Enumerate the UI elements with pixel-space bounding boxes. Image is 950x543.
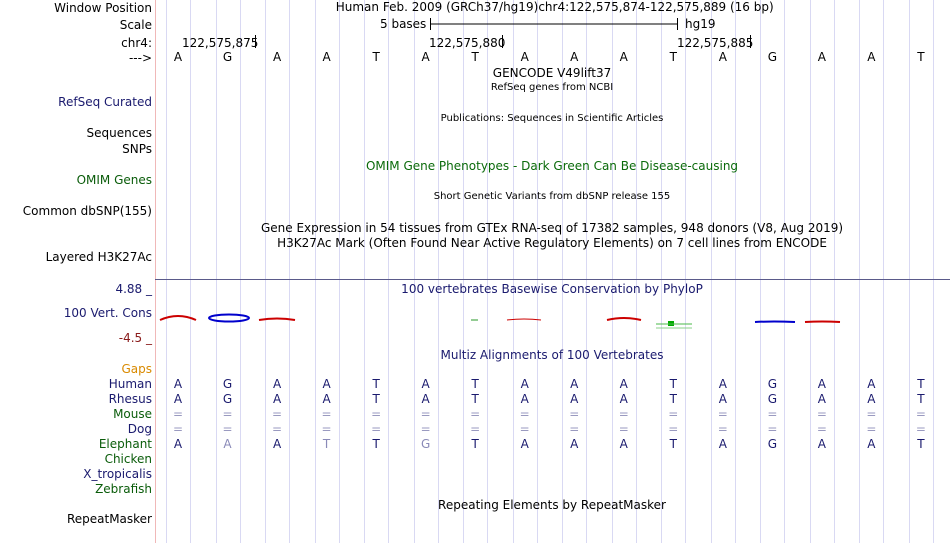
tick-label: 122,575,885: [677, 36, 754, 50]
alignment-base: =: [717, 407, 728, 421]
alignment-base: T: [917, 377, 925, 391]
alignment-base: A: [718, 377, 727, 391]
alignment-base: A: [817, 437, 826, 451]
cons-mark-a: [607, 318, 641, 320]
strand-arrow-label[interactable]: --->: [128, 51, 152, 65]
cons-mark-a: [160, 316, 196, 320]
alignment-base: A: [322, 392, 331, 406]
alignment-base: =: [371, 422, 382, 436]
alignment-base: =: [915, 422, 926, 436]
alignment-base: A: [322, 377, 331, 391]
species-label[interactable]: X_tropicalis: [83, 467, 152, 481]
cons-min-label: -4.5 _: [118, 331, 152, 345]
species-label[interactable]: Dog: [127, 422, 152, 436]
vert-cons-track-label[interactable]: 100 Vert. Cons: [63, 306, 152, 320]
alignment-base: A: [619, 392, 628, 406]
phylop-track-title: 100 vertebrates Basewise Conservation by PhyloP: [401, 282, 703, 296]
alignment-base: A: [867, 392, 876, 406]
alignment-base: A: [173, 392, 183, 406]
alignment-base: A: [272, 377, 282, 391]
alignment-base: G: [420, 437, 431, 451]
scale-text: 5 bases: [380, 17, 427, 31]
gaps-label[interactable]: Gaps: [121, 362, 152, 376]
alignment-base: =: [866, 407, 877, 421]
gtex-track-description: Gene Expression in 54 tissues from GTEx RNA-seq of 17382 samples, 948 donors (V8, Aug 2019): [260, 221, 844, 235]
sequence-base: A: [718, 50, 727, 64]
alignment-base: =: [668, 407, 679, 421]
alignment-base: =: [618, 407, 629, 421]
alignment-base: A: [520, 392, 529, 406]
sequence-base: A: [619, 50, 628, 64]
alignment-base: T: [917, 392, 925, 406]
alignment-base: A: [272, 392, 282, 406]
alignment-base: T: [669, 377, 677, 391]
refseq-track-label[interactable]: RefSeq Curated: [58, 95, 152, 109]
refseq-track-description: RefSeq genes from NCBI: [490, 82, 614, 93]
alignment-base: =: [618, 422, 629, 436]
alignment-base: T: [669, 437, 677, 451]
sequences-track-label[interactable]: Sequences: [86, 126, 152, 140]
chr-label[interactable]: chr4:: [121, 36, 152, 50]
alignment-base: A: [718, 392, 727, 406]
alignment-base: =: [420, 407, 431, 421]
repeatmasker-track-label[interactable]: RepeatMasker: [66, 512, 152, 526]
species-label[interactable]: Elephant: [98, 437, 152, 451]
alignment-base: A: [817, 392, 826, 406]
sequence-base: T: [917, 50, 925, 64]
alignment-base: A: [570, 392, 579, 406]
sequence-base: G: [222, 50, 233, 64]
assembly-title: Human Feb. 2009 (GRCh37/hg19): [335, 0, 539, 14]
cons-mark-a: [805, 322, 840, 323]
alignment-base: =: [816, 407, 827, 421]
alignment-base: A: [570, 437, 579, 451]
alignment-base: =: [569, 407, 580, 421]
alignment-base: =: [172, 407, 184, 421]
alignment-base: G: [767, 392, 778, 406]
tick-label: 122,575,880: [429, 36, 506, 50]
alignment-base: A: [619, 377, 628, 391]
sequence-base: T: [471, 50, 479, 64]
dbsnp-track-label[interactable]: Common dbSNP(155): [22, 204, 152, 218]
species-label[interactable]: Human: [108, 377, 152, 391]
alignment-base: A: [867, 377, 876, 391]
cons-mark-a: [507, 319, 541, 320]
gencode-track-title[interactable]: GENCODE V49lift37: [492, 66, 612, 80]
alignment-base: T: [669, 392, 677, 406]
position-readout: chr4:122,575,874-122,575,889 (16 bp): [538, 0, 774, 14]
sequence-base: A: [570, 50, 579, 64]
alignment-base: =: [420, 422, 431, 436]
sequence-base: T: [669, 50, 677, 64]
alignment-base: =: [470, 407, 481, 421]
multiz-track-title: Multiz Alignments of 100 Vertebrates: [440, 348, 664, 362]
publications-track-description: Publications: Sequences in Scientific Articles: [440, 113, 664, 124]
cons-max-label: 4.88 _: [115, 282, 152, 296]
alignment-base: T: [471, 392, 479, 406]
alignment-base: G: [222, 377, 233, 391]
alignment-base: =: [866, 422, 877, 436]
snps-track-label[interactable]: SNPs: [122, 142, 152, 156]
scale-db: hg19: [685, 17, 716, 31]
alignment-base: =: [272, 422, 283, 436]
alignment-base: =: [717, 422, 728, 436]
alignment-base: A: [570, 377, 579, 391]
tick-label: 122,575,875: [182, 36, 259, 50]
alignment-base: A: [421, 392, 430, 406]
alignment-base: =: [816, 422, 827, 436]
species-label[interactable]: Mouse: [113, 407, 152, 421]
alignment-base: A: [520, 437, 529, 451]
alignment-base: A: [718, 437, 727, 451]
alignment-base: A: [173, 437, 183, 451]
alignment-base: A: [421, 377, 430, 391]
alignment-base: A: [867, 437, 876, 451]
alignment-base: G: [222, 392, 233, 406]
window-position-label[interactable]: Window Position: [54, 1, 152, 15]
alignment-base: =: [272, 407, 283, 421]
omim-track-description: OMIM Gene Phenotypes - Dark Green Can Be Disease-causing: [365, 159, 739, 173]
scale-label[interactable]: Scale: [119, 18, 152, 32]
alignment-base: =: [321, 407, 332, 421]
alignment-base: T: [372, 437, 380, 451]
alignment-base: =: [222, 422, 233, 436]
alignment-base: =: [915, 407, 926, 421]
sequence-base: A: [520, 50, 529, 64]
alignment-base: T: [372, 392, 380, 406]
cons-mark-a: [259, 319, 295, 321]
sequence-base: T: [372, 50, 380, 64]
sequence-base: A: [322, 50, 331, 64]
alignment-base: =: [470, 422, 481, 436]
dbsnp-track-description: Short Genetic Variants from dbSNP release 155: [433, 191, 671, 202]
sequence-base: A: [817, 50, 826, 64]
alignment-base: A: [173, 377, 183, 391]
alignment-base: =: [321, 422, 332, 436]
alignment-base: A: [817, 377, 826, 391]
omim-track-label[interactable]: OMIM Genes: [76, 173, 152, 187]
species-label[interactable]: Chicken: [104, 452, 152, 466]
sequence-base: A: [421, 50, 430, 64]
cons-mark-g: [209, 315, 249, 322]
cons-mark-g: [755, 322, 795, 323]
sequence-base: A: [173, 50, 183, 64]
alignment-base: =: [569, 422, 580, 436]
alignment-base: T: [322, 437, 331, 451]
alignment-base: T: [372, 377, 380, 391]
alignment-base: A: [223, 437, 232, 451]
species-label[interactable]: Zebrafish: [95, 482, 152, 496]
alignment-base: T: [471, 437, 479, 451]
alignment-base: =: [668, 422, 679, 436]
alignment-base: A: [619, 437, 628, 451]
repeatmasker-track-description: Repeating Elements by RepeatMasker: [438, 498, 666, 512]
alignment-base: =: [767, 422, 778, 436]
sequence-base: A: [272, 50, 282, 64]
sequence-base: G: [767, 50, 778, 64]
species-label[interactable]: Rhesus: [108, 392, 152, 406]
alignment-base: =: [172, 422, 184, 436]
alignment-base: G: [767, 377, 778, 391]
alignment-base: G: [767, 437, 778, 451]
alignment-base: A: [272, 437, 282, 451]
alignment-base: =: [222, 407, 233, 421]
alignment-base: T: [471, 377, 479, 391]
alignment-base: =: [519, 422, 530, 436]
alignment-base: =: [767, 407, 778, 421]
alignment-base: A: [520, 377, 529, 391]
h3k27ac-track-label[interactable]: Layered H3K27Ac: [45, 250, 152, 264]
alignment-base: =: [519, 407, 530, 421]
sequence-base: A: [867, 50, 876, 64]
alignment-base: =: [371, 407, 382, 421]
h3k27ac-track-description: H3K27Ac Mark (Often Found Near Active Regulatory Elements) on 7 cell lines from ENCODE: [277, 236, 827, 250]
alignment-base: T: [917, 437, 925, 451]
